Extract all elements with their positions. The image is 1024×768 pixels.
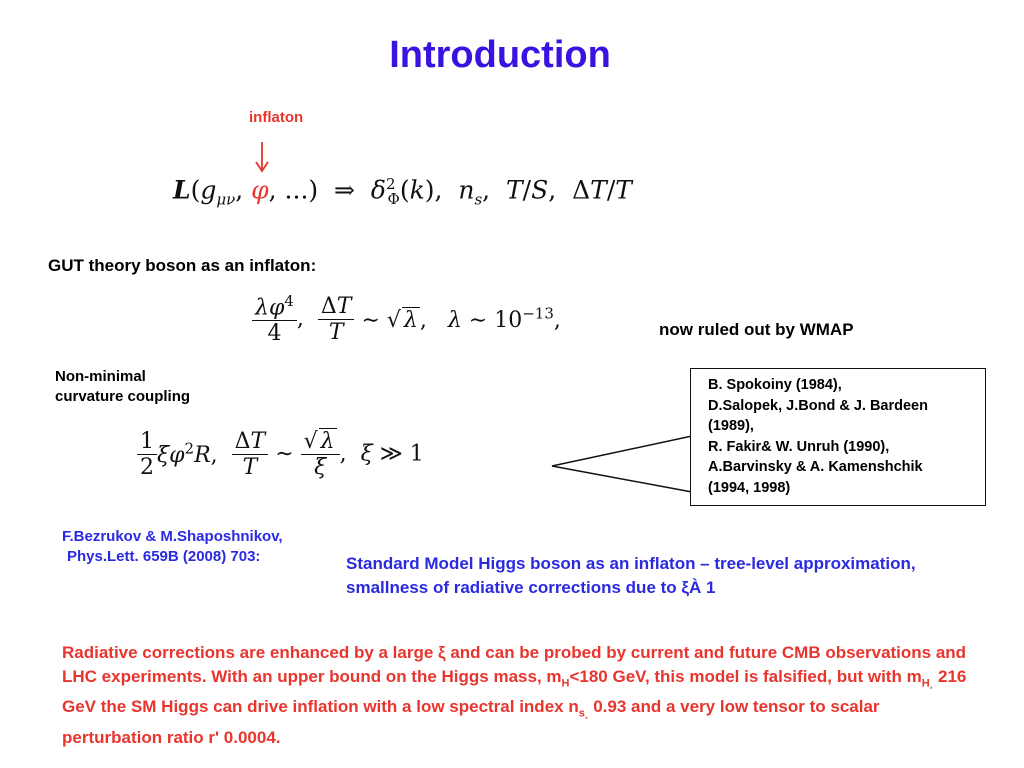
radiative-corrections-paragraph: [62, 641, 982, 750]
reference-line: R. Fakir& W. Unruh (1990),: [708, 438, 890, 455]
paragraph-text: 0.93 and a very low tensor to scalar perturbation ratio r' 0.0004.: [62, 697, 880, 748]
paragraph-text: Radiative corrections are enhanced by a large ξ and can be probed by current and future CMB observations and LHC experiments. With an upper bound on the Higgs mass, m: [62, 643, 967, 686]
page-title: Introduction: [389, 34, 611, 76]
subscript: H: [561, 676, 570, 689]
paragraph-text: 216 GeV the SM Higgs can drive inflation with a low spectral index n: [62, 666, 967, 717]
bezrukov-citation: [62, 527, 283, 567]
callout-pointer: [550, 430, 695, 500]
gut-equation: $\frac{\lambda\varphi^4}{4}$ , $\frac{\Delta T}{T}$ ∼ √ λ, λ ∼ $10^{-13}$,: [252, 292, 561, 346]
reference-line: B. Spokoiny (1984),: [708, 377, 842, 393]
nonminimal-equation: $\frac{1}{2}$ $\xi\varphi^2R$, $\frac{\Delta T}{T}$ ∼ $\frac{√ \lambda}{\xi}$ , ξ ≫ 1: [137, 428, 424, 480]
citation-journal: Phys.Lett. 659B (2008) 703:: [67, 548, 261, 565]
citation-authors: F.Bezrukov & M.Shaposhnikov,: [62, 528, 283, 545]
gut-heading: GUT theory boson as an inflaton:: [48, 256, 317, 275]
wmap-note: now ruled out by WMAP: [659, 320, 854, 339]
paragraph-text: <180 GeV, this model is falsified, but with m: [569, 666, 922, 686]
nonminimal-line: Non-minimal: [55, 368, 146, 385]
reference-line: A.Barvinsky & A. Kamenshchik: [708, 459, 923, 475]
lagrangian-equation: $L(g_{\mu\nu}$, φ, ...) ⇒ $\delta^2_\Phi(k)$, $n_s$, T/S, ΔT/T: [173, 175, 632, 209]
nonminimal-coupling-label: [55, 367, 190, 407]
inflaton-label: inflaton: [249, 109, 304, 126]
subscript: H¸: [921, 676, 934, 689]
reference-line: D.Salopek, J.Bond & J. Bardeen: [708, 397, 928, 414]
down-arrow-icon: [254, 140, 270, 176]
reference-line: (1994, 1998): [708, 479, 791, 496]
sm-higgs-statement: Standard Model Higgs boson as an inflaton – tree-level approximation, smallness of radiative corrections due to ξÀ 1: [346, 554, 916, 597]
curvature-coupling-line: curvature coupling: [55, 388, 191, 405]
subscript: s¸: [578, 707, 589, 720]
references-callout: [690, 368, 986, 506]
reference-line: (1989),: [708, 418, 754, 434]
